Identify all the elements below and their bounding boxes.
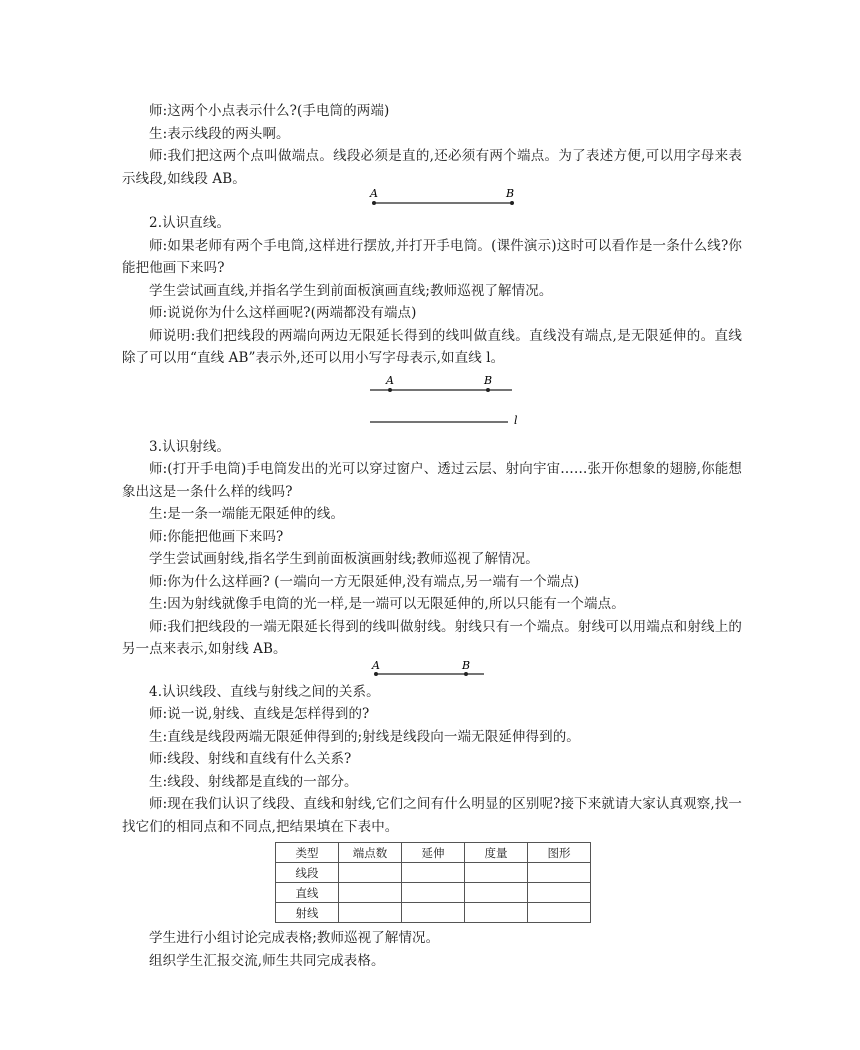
table-row xyxy=(276,903,591,923)
paragraph: 组织学生汇报交流,师生共同完成表格。 xyxy=(149,952,385,969)
table-cell xyxy=(528,863,591,883)
table-cell xyxy=(465,863,528,883)
table-header: 延伸 xyxy=(402,843,465,863)
table-cell xyxy=(528,883,591,903)
paragraph: 生:因为射线就像手电筒的光一样,是一端可以无限延伸的,所以只能有一个端点。 xyxy=(149,596,625,612)
segment-point-b xyxy=(510,201,514,205)
section-heading: 3.认识射线。 xyxy=(149,438,231,455)
ray-figure xyxy=(122,658,742,681)
row-label: 线段 xyxy=(276,863,339,883)
paragraph: 师:说说你为什么这样画呢?(两端都没有端点) xyxy=(149,305,417,321)
table-row xyxy=(276,863,591,883)
line-label-l: l xyxy=(514,413,518,427)
paragraph: 师:(打开手电筒)手电筒发出的光可以穿过窗户、透过云层、射向宇宙……张开你想象的翅膀,你能想象出这是一条什么样的线吗? xyxy=(122,461,742,500)
table-row xyxy=(276,883,591,903)
line-label-b: B xyxy=(484,373,493,387)
paragraph: 生:线段、射线都是直线的一部分。 xyxy=(149,773,358,790)
row-label: 直线 xyxy=(276,883,339,903)
paragraph: 师:你能把他画下来吗? xyxy=(149,528,284,545)
ray-label-b: B xyxy=(462,658,471,672)
paragraph: 师:你为什么这样画? (一端向一方无限延伸,没有端点,另一端有一个端点) xyxy=(149,573,580,590)
table-header-row xyxy=(276,843,591,863)
line-label-a: A xyxy=(386,373,394,387)
paragraph: 师:我们把这两个点叫做端点。线段必须是直的,还必须有两个端点。为了表述方便,可以用字母来表示线段,如线段 AB。 xyxy=(122,148,742,187)
document-page xyxy=(122,100,742,972)
ray-point-a xyxy=(374,672,378,676)
segment-figure xyxy=(122,187,742,212)
table-header: 类型 xyxy=(276,843,339,863)
segment-label-b: B xyxy=(506,187,515,200)
row-label: 射线 xyxy=(276,903,339,923)
line-point-b xyxy=(486,388,490,392)
paragraph: 师:说一说,射线、直线是怎样得到的? xyxy=(149,706,370,722)
paragraph: 师:现在我们认识了线段、直线和射线,它们之间有什么明显的区别呢?接下来就请大家认真观察,找一找它们的相同点和不同点,把结果填在下表中。 xyxy=(122,796,742,835)
table-header: 端点数 xyxy=(339,843,402,863)
paragraph: 师:如果老师有两个手电筒,这样进行摆放,并打开手电筒。(课件演示)这时可以看作是一条什么线?你能把他画下来吗? xyxy=(122,237,742,276)
table-cell xyxy=(339,903,402,923)
paragraph: 学生尝试画射线,指名学生到前面板演画射线;教师巡视了解情况。 xyxy=(149,551,539,567)
paragraph: 生:直线是线段两端无限延伸得到的;射线是线段向一端无限延伸得到的。 xyxy=(149,728,580,745)
paragraph: 师:我们把线段的一端无限延长得到的线叫做射线。射线只有一个端点。射线可以用端点和射线上的另一点来表示,如射线 AB。 xyxy=(122,618,742,657)
line-point-a xyxy=(388,388,392,392)
line-figure xyxy=(122,370,742,436)
table-cell xyxy=(402,903,465,923)
comparison-table xyxy=(275,842,591,923)
paragraph: 生:是一条一端能无限延伸的线。 xyxy=(149,506,345,522)
section-heading: 2.认识直线。 xyxy=(149,215,231,231)
ray-point-b xyxy=(464,672,468,676)
table-cell xyxy=(339,863,402,883)
table-cell xyxy=(402,863,465,883)
ray-label-a: A xyxy=(372,658,380,672)
table-cell xyxy=(528,903,591,923)
table-header: 图形 xyxy=(528,843,591,863)
table-cell xyxy=(339,883,402,903)
section-heading: 4.认识线段、直线与射线之间的关系。 xyxy=(149,683,380,700)
paragraph: 师:这两个小点表示什么?(手电筒的两端) xyxy=(149,103,390,119)
table-header: 度量 xyxy=(465,843,528,863)
paragraph: 师说明:我们把线段的两端向两边无限延长得到的线叫做直线。直线没有端点,是无限延伸的。直线除了可以用“直线 AB”表示外,还可以用小写字母表示,如直线 l。 xyxy=(122,327,742,366)
segment-label-a: A xyxy=(370,187,378,200)
paragraph: 师:线段、射线和直线有什么关系? xyxy=(149,751,352,767)
segment-point-a xyxy=(372,201,376,205)
paragraph: 生:表示线段的两头啊。 xyxy=(149,125,290,142)
table-cell xyxy=(465,903,528,923)
paragraph: 学生尝试画直线,并指名学生到前面板演画直线;教师巡视了解情况。 xyxy=(149,282,553,299)
paragraph: 学生进行小组讨论完成表格;教师巡视了解情况。 xyxy=(149,930,440,946)
table-cell xyxy=(465,883,528,903)
table-cell xyxy=(402,883,465,903)
